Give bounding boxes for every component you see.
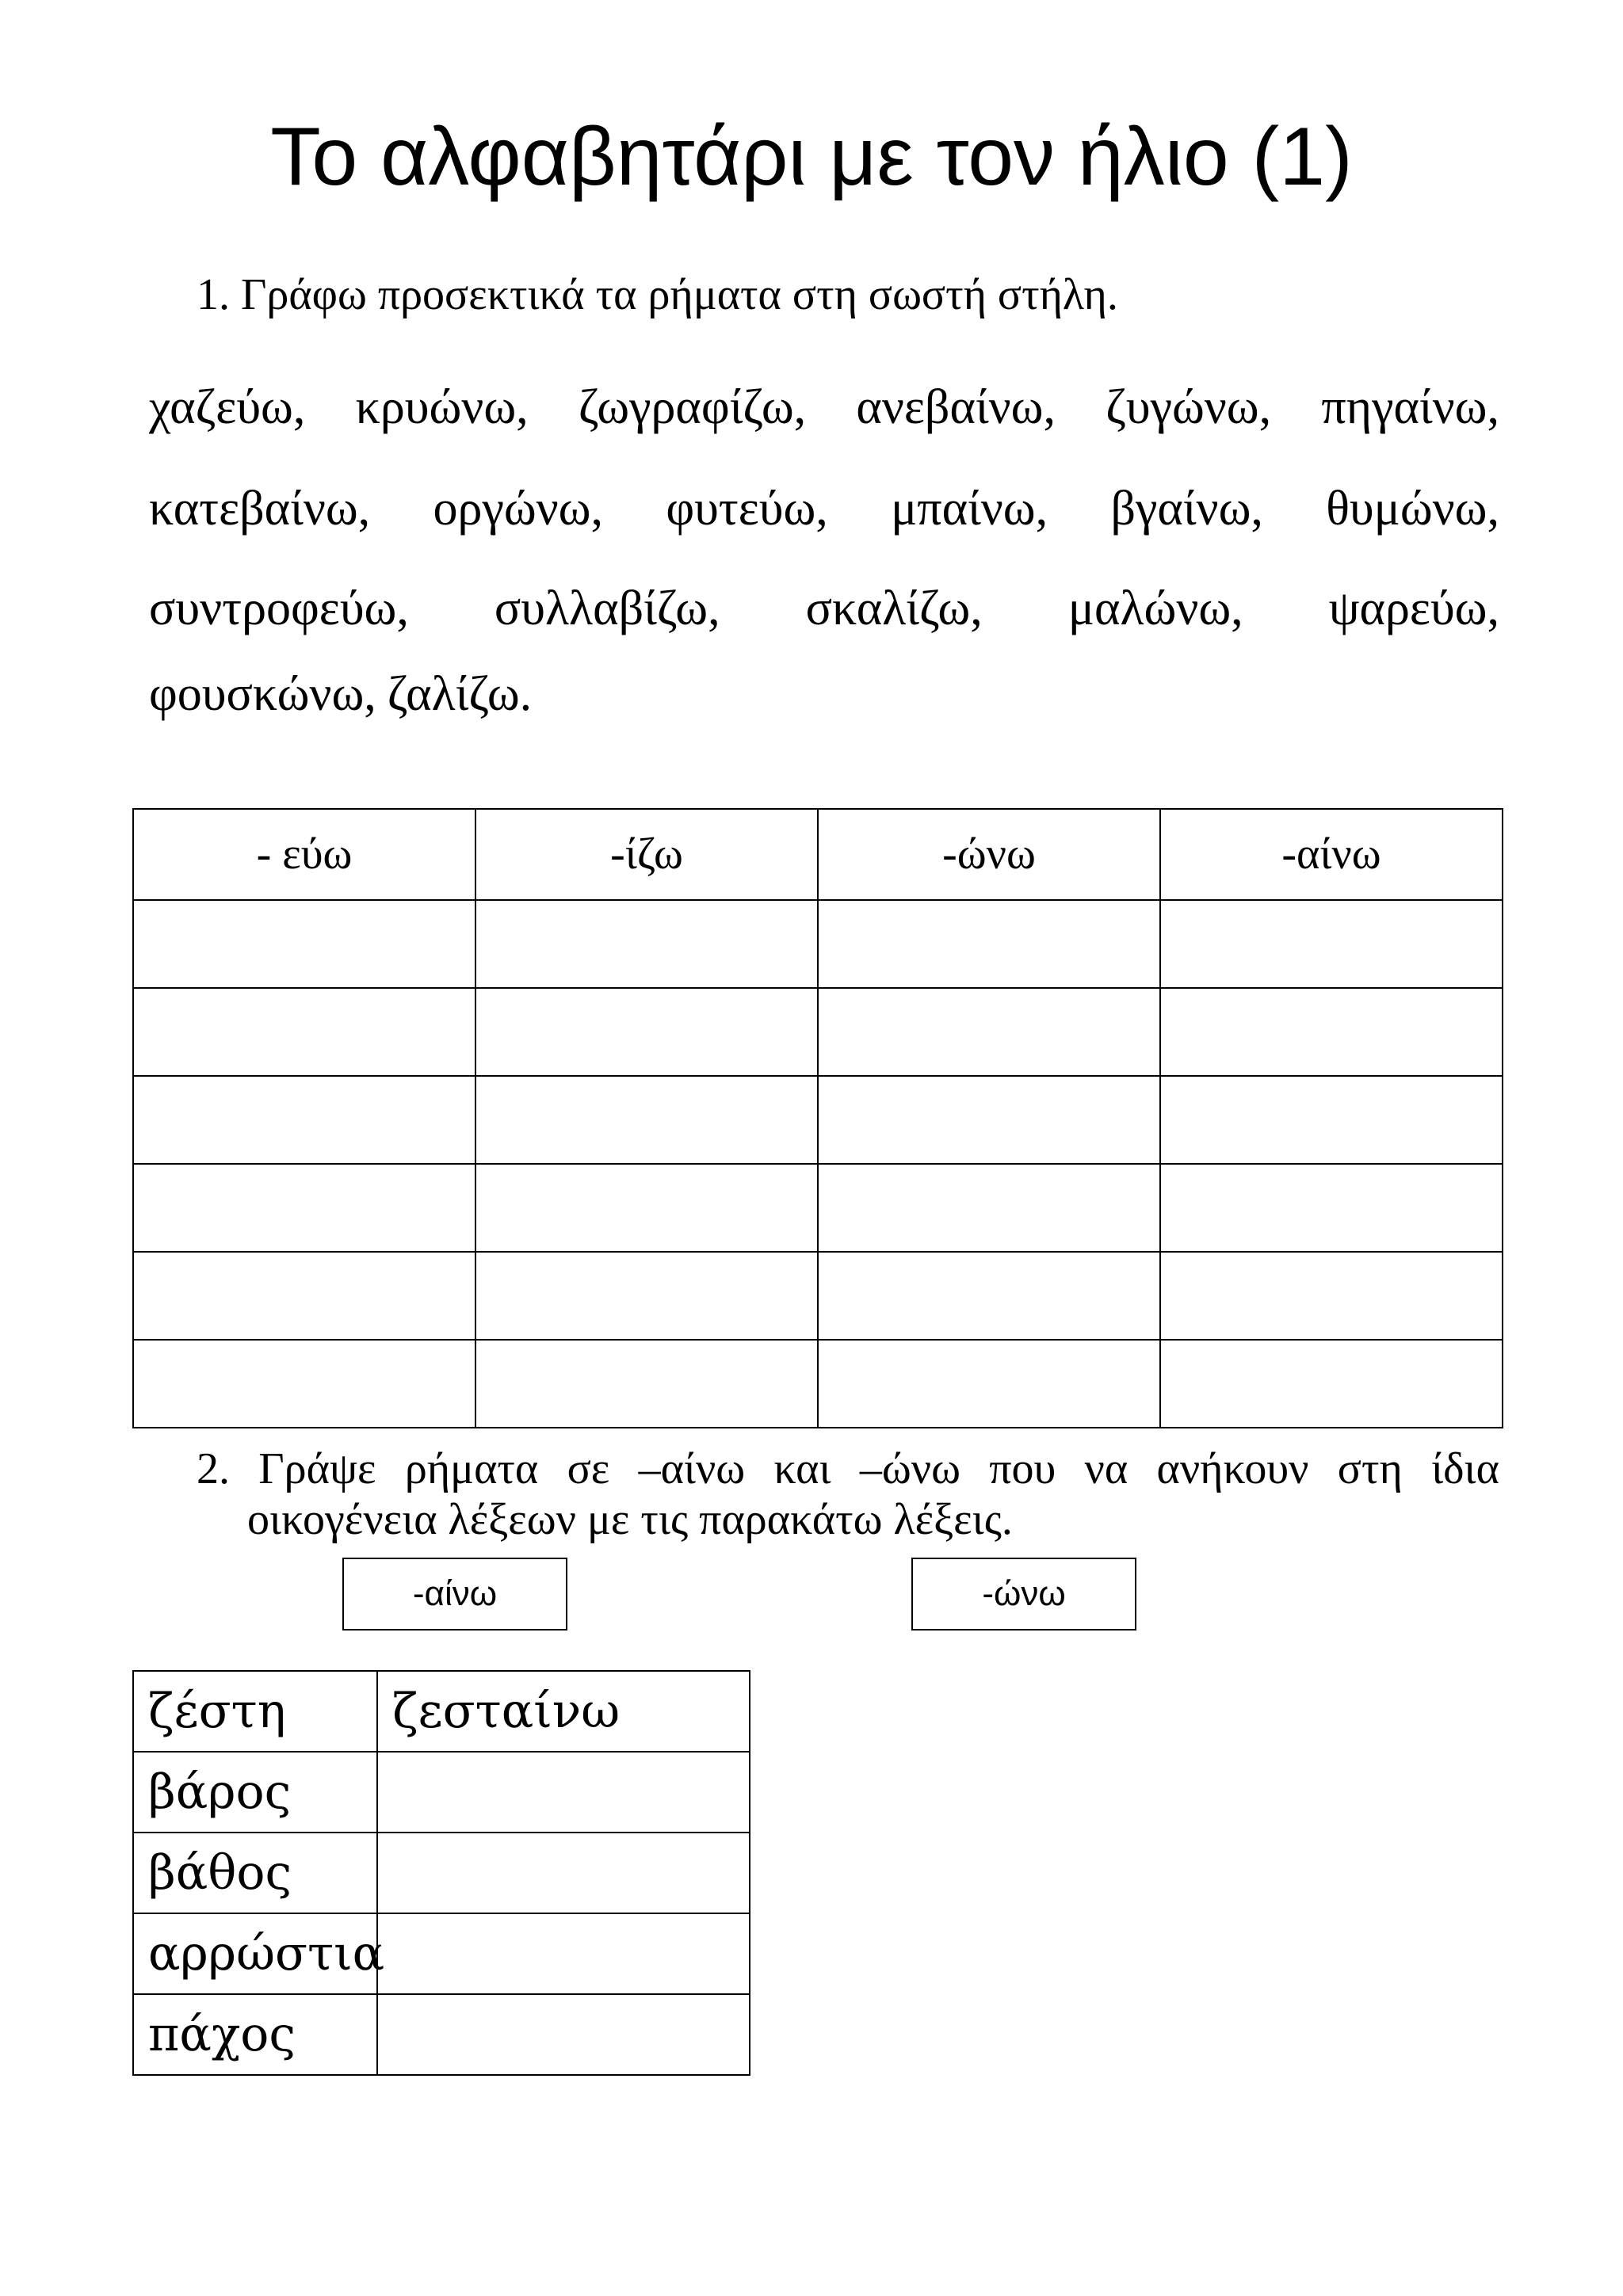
instruction-line-2: οικογένεια λέξεων με τις παρακάτω λέξεις.: [247, 1495, 1013, 1544]
column-header-ono: -ώνω: [818, 809, 1160, 900]
answer-cell[interactable]: [133, 988, 475, 1076]
answer-cell[interactable]: [1160, 1252, 1503, 1340]
word: σκαλίζω,: [805, 582, 983, 635]
answer-cell[interactable]: [475, 1340, 818, 1428]
word: μπαίνω,: [891, 482, 1048, 536]
table-row: [133, 1833, 750, 1913]
word: ανεβαίνω,: [856, 380, 1056, 434]
answer-cell[interactable]: [475, 900, 818, 988]
answer-cell[interactable]: [377, 1913, 750, 1994]
answer-cell[interactable]: [475, 1164, 818, 1252]
answer-cell[interactable]: [818, 988, 1160, 1076]
table-row: [133, 1752, 750, 1833]
word: ζωγραφίζω,: [578, 380, 807, 434]
table-header-row: [133, 809, 1503, 900]
page-title: Το αλφαβητάρι με τον ήλιο (1): [270, 111, 1353, 203]
word: Γράψε: [258, 1444, 376, 1493]
answer-cell[interactable]: [1160, 1340, 1503, 1428]
suffix-box-ono: -ώνω: [911, 1558, 1136, 1630]
word: φουσκώνω,: [149, 667, 376, 721]
word: 2.: [197, 1444, 230, 1493]
word: να: [1084, 1444, 1128, 1493]
word: συντροφεύω,: [149, 582, 409, 635]
noun-cell: πάχος: [133, 1994, 377, 2075]
answer-cell[interactable]: [133, 1076, 475, 1164]
word-line-2: [149, 477, 1499, 540]
answer-cell[interactable]: [818, 1076, 1160, 1164]
word: ζυγώνω,: [1106, 380, 1272, 434]
word: που: [989, 1444, 1056, 1493]
noun-cell: βάθος: [133, 1833, 377, 1913]
word: φυτεύω,: [666, 482, 828, 536]
word-family-table: [132, 1670, 750, 2076]
table-row: [133, 1994, 750, 2075]
word: κρυώνω,: [355, 380, 529, 434]
answer-cell[interactable]: [133, 1340, 475, 1428]
word: ανήκουν: [1156, 1444, 1309, 1493]
word: –αίνω: [638, 1444, 746, 1493]
table-row: [133, 988, 1503, 1076]
table-row: [133, 1340, 1503, 1428]
word: μαλώνω,: [1067, 582, 1243, 635]
word: χαζεύω,: [149, 380, 306, 434]
answer-cell[interactable]: [818, 1340, 1160, 1428]
answer-cell[interactable]: [133, 1252, 475, 1340]
answer-cell[interactable]: ζεσταίνω: [377, 1671, 750, 1752]
word: ίδια: [1431, 1444, 1499, 1493]
noun-cell: ζέστη: [133, 1671, 377, 1752]
word: –ώνω: [859, 1444, 960, 1493]
noun-cell: αρρώστια: [133, 1913, 377, 1994]
answer-cell[interactable]: [1160, 1164, 1503, 1252]
table-row: [133, 1671, 750, 1752]
word: πηγαίνω,: [1321, 380, 1499, 434]
answer-cell[interactable]: [475, 988, 818, 1076]
suffix-box-aino: -αίνω: [342, 1558, 567, 1630]
word: ψαρεύω,: [1328, 582, 1499, 635]
answer-cell[interactable]: [377, 1833, 750, 1913]
answer-cell[interactable]: [1160, 1076, 1503, 1164]
column-header-eyo: - εύω: [133, 809, 475, 900]
answer-cell[interactable]: [475, 1076, 818, 1164]
table-row: [133, 900, 1503, 988]
answer-cell[interactable]: [818, 1252, 1160, 1340]
word: ρήματα: [404, 1444, 539, 1493]
word: συλλαβίζω,: [494, 582, 720, 635]
exercise-2-instruction: [197, 1444, 1499, 1545]
table-row: [133, 1913, 750, 1994]
verb-sorting-table: [132, 808, 1503, 1428]
word: θυμώνω,: [1326, 482, 1499, 536]
column-header-aino: -αίνω: [1160, 809, 1503, 900]
answer-cell[interactable]: [818, 1164, 1160, 1252]
word: ζαλίζω.: [387, 667, 533, 721]
word: και: [773, 1444, 831, 1493]
table-row: [133, 1164, 1503, 1252]
answer-cell[interactable]: [475, 1252, 818, 1340]
answer-cell[interactable]: [818, 900, 1160, 988]
answer-cell[interactable]: [133, 900, 475, 988]
answer-cell[interactable]: [1160, 900, 1503, 988]
noun-cell: βάρος: [133, 1752, 377, 1833]
answer-cell[interactable]: [377, 1752, 750, 1833]
word: κατεβαίνω,: [149, 482, 371, 536]
answer-cell[interactable]: [377, 1994, 750, 2075]
word: οργώνω,: [433, 482, 603, 536]
answer-cell[interactable]: [133, 1164, 475, 1252]
exercise-1-instruction: 1. Γράφω προσεκτικά τα ρήματα στη σωστή στήλη.: [197, 270, 1118, 319]
table-row: [133, 1076, 1503, 1164]
instruction-line-1: [197, 1444, 1499, 1494]
table-row: [133, 1252, 1503, 1340]
word: βγαίνω,: [1110, 482, 1263, 536]
word-line-3: [149, 577, 1499, 640]
word-line-4: [149, 662, 1499, 726]
answer-cell[interactable]: [1160, 988, 1503, 1076]
word-line-1: [149, 376, 1499, 439]
word: σε: [567, 1444, 610, 1493]
column-header-izo: -ίζω: [475, 809, 818, 900]
word: στη: [1337, 1444, 1403, 1493]
